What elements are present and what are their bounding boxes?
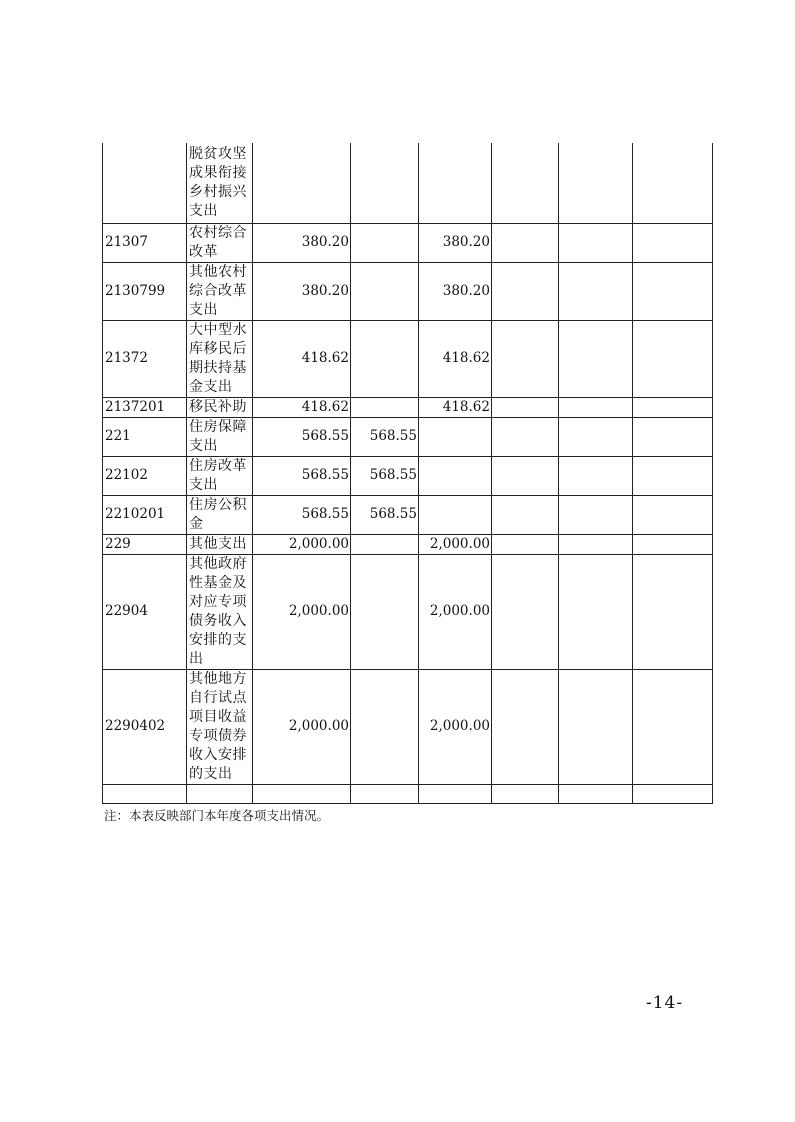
cell-total: 568.55: [253, 495, 351, 534]
cell-code: 21372: [103, 320, 187, 397]
cell-col7: [559, 262, 633, 320]
cell-project: [419, 417, 492, 456]
table-row: [103, 669, 713, 784]
cell-col6: [492, 669, 559, 784]
cell-col8: [633, 223, 713, 262]
expenditure-table: [102, 143, 713, 804]
cell-code: 2210201: [103, 495, 187, 534]
cell-code: 229: [103, 534, 187, 554]
cell-col7: [559, 143, 633, 223]
cell-code: 22904: [103, 554, 187, 669]
cell-project: 418.62: [419, 320, 492, 397]
cell-col7: [559, 223, 633, 262]
table-row: [103, 554, 713, 669]
cell-col6: [492, 397, 559, 417]
cell-col6: [492, 320, 559, 397]
cell-total: 2,000.00: [253, 669, 351, 784]
cell-col7: [559, 456, 633, 495]
cell-item-name: 其他政府性基金及对应专项债务收入安排的支出: [187, 554, 253, 669]
cell-item-name: 住房公积金: [187, 495, 253, 534]
cell-basic: [351, 143, 419, 223]
cell-col6: [492, 534, 559, 554]
cell-col7: [559, 534, 633, 554]
table-row: [103, 784, 713, 803]
cell-col6: [492, 495, 559, 534]
cell-item-name: 脱贫攻坚成果衔接乡村振兴支出: [187, 143, 253, 223]
cell-basic: [351, 784, 419, 803]
cell-code: [103, 784, 187, 803]
cell-basic: 568.55: [351, 495, 419, 534]
cell-col7: [559, 784, 633, 803]
table-row: [103, 262, 713, 320]
table-row: [103, 143, 713, 223]
cell-item-name: 其他农村综合改革支出: [187, 262, 253, 320]
cell-total: [253, 784, 351, 803]
cell-item-name: 其他地方自行试点项目收益专项债券收入安排的支出: [187, 669, 253, 784]
cell-project: [419, 784, 492, 803]
cell-item-name: 其他支出: [187, 534, 253, 554]
cell-project: 380.20: [419, 223, 492, 262]
cell-total: 380.20: [253, 262, 351, 320]
table-row: [103, 456, 713, 495]
cell-col8: [633, 320, 713, 397]
cell-col6: [492, 223, 559, 262]
cell-col7: [559, 554, 633, 669]
cell-project: 2,000.00: [419, 669, 492, 784]
cell-project: 380.20: [419, 262, 492, 320]
cell-col8: [633, 554, 713, 669]
cell-col8: [633, 534, 713, 554]
cell-col7: [559, 320, 633, 397]
cell-total: 2,000.00: [253, 534, 351, 554]
cell-basic: 568.55: [351, 417, 419, 456]
cell-col8: [633, 669, 713, 784]
cell-code: 221: [103, 417, 187, 456]
cell-col7: [559, 669, 633, 784]
cell-code: [103, 143, 187, 223]
cell-total: [253, 143, 351, 223]
cell-col6: [492, 554, 559, 669]
page-number: -14-: [646, 993, 684, 1013]
cell-item-name: 移民补助: [187, 397, 253, 417]
cell-code: 22102: [103, 456, 187, 495]
cell-col7: [559, 417, 633, 456]
cell-project: 2,000.00: [419, 534, 492, 554]
table-row: [103, 534, 713, 554]
table-row: [103, 320, 713, 397]
cell-col8: [633, 417, 713, 456]
cell-basic: [351, 397, 419, 417]
cell-col6: [492, 456, 559, 495]
cell-code: 2130799: [103, 262, 187, 320]
table-row: [103, 495, 713, 534]
cell-basic: [351, 554, 419, 669]
table-row: [103, 397, 713, 417]
cell-total: 568.55: [253, 456, 351, 495]
cell-total: 418.62: [253, 320, 351, 397]
cell-code: 21307: [103, 223, 187, 262]
cell-col8: [633, 397, 713, 417]
cell-code: 2137201: [103, 397, 187, 417]
cell-col8: [633, 262, 713, 320]
cell-item-name: 大中型水库移民后期扶持基金支出: [187, 320, 253, 397]
table-row: [103, 417, 713, 456]
cell-total: 2,000.00: [253, 554, 351, 669]
cell-basic: [351, 262, 419, 320]
table-note: 注：本表反映部门本年度各项支出情况。: [104, 808, 330, 823]
cell-item-name: 住房改革支出: [187, 456, 253, 495]
cell-code: 2290402: [103, 669, 187, 784]
cell-col6: [492, 784, 559, 803]
cell-project: [419, 456, 492, 495]
cell-total: 380.20: [253, 223, 351, 262]
cell-col6: [492, 262, 559, 320]
cell-basic: 568.55: [351, 456, 419, 495]
cell-col8: [633, 495, 713, 534]
cell-col8: [633, 143, 713, 223]
cell-col8: [633, 784, 713, 803]
cell-total: 568.55: [253, 417, 351, 456]
cell-project: 2,000.00: [419, 554, 492, 669]
cell-col7: [559, 397, 633, 417]
cell-item-name: 住房保障支出: [187, 417, 253, 456]
table-row: [103, 223, 713, 262]
cell-project: 418.62: [419, 397, 492, 417]
cell-basic: [351, 223, 419, 262]
cell-total: 418.62: [253, 397, 351, 417]
cell-col6: [492, 417, 559, 456]
cell-item-name: [187, 784, 253, 803]
cell-basic: [351, 534, 419, 554]
cell-col8: [633, 456, 713, 495]
cell-col6: [492, 143, 559, 223]
cell-basic: [351, 669, 419, 784]
cell-project: [419, 495, 492, 534]
cell-basic: [351, 320, 419, 397]
cell-project: [419, 143, 492, 223]
cell-item-name: 农村综合改革: [187, 223, 253, 262]
cell-col7: [559, 495, 633, 534]
